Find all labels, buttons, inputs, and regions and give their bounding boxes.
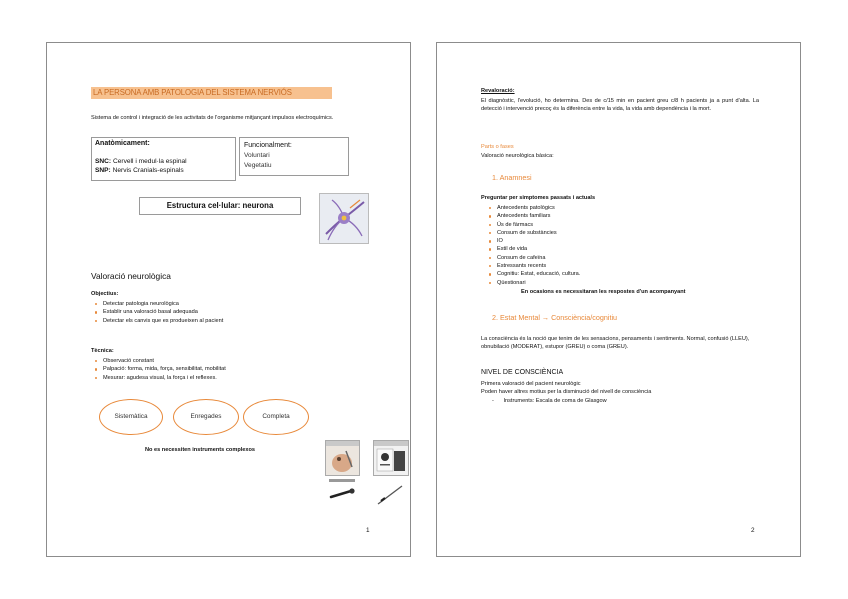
list-item: Mesurar: agudesa visual, la força i el reflexes. [91, 374, 226, 382]
nivell-line-2: Poden haver altres motius per la disminució del nivell de consciència [481, 389, 652, 395]
revaloracio-label: Revaloració: [481, 88, 515, 94]
eye-exam-photo [325, 440, 360, 476]
functional-label: Funcionalment: [244, 142, 292, 149]
instruments-line [492, 398, 607, 406]
objectius-list [91, 300, 223, 325]
parts-label: Parts o fases [481, 144, 514, 150]
revaloracio-text: El diagnòstic, l'evolució, ho determina. Des de c/15 min en pacient greu c/8 h pacients ja a punt d'alta. La detecció i intervenció precoç és la diferència entre la vida, la vida amb dependència i la mort. [481, 98, 759, 112]
structure-label: Estructura cel·lular: neurona [166, 201, 274, 210]
snp-value: Nervis Cranials-espinals [112, 167, 184, 174]
list-item: Establir una valoració basal adequada [91, 308, 223, 316]
page-number: 1 [366, 527, 370, 534]
estat-mental-heading: 2. Estat Mental → Consciència/cognitiu [492, 313, 618, 322]
list-item: Antecedents patològics [485, 204, 580, 212]
valoracio-basica: Valoració neurològica bàsica: [481, 153, 554, 159]
list-item: Qüestionari [485, 279, 580, 287]
list-item: Ús de fàrmacs [485, 221, 580, 229]
list-item: Estressants recents [485, 262, 580, 270]
preguntar-line: Preguntar per simptomes passats i actuals [481, 195, 596, 201]
anatomic-box [91, 137, 236, 181]
anamnesi-heading: 1. Anamnesi [492, 173, 532, 182]
objectius-label: Objectius: [91, 291, 119, 297]
list-item: Detectar els canvis que es produeixen al pacient [91, 317, 223, 325]
snc-key: SNC: [95, 158, 112, 165]
neuron-image [319, 193, 369, 244]
anatomic-label: Anatòmicament: [95, 140, 150, 147]
functional-item: Voluntari [244, 152, 270, 159]
pin-tool-image [375, 483, 405, 507]
list-item: Antecedents familiars [485, 212, 580, 220]
snc-line [95, 158, 187, 165]
photo-caption-bar [329, 479, 355, 482]
document-page-1 [46, 42, 411, 557]
footer-note: No es necessiten instruments complexos [145, 447, 256, 453]
functional-item: Vegetatiu [244, 162, 272, 169]
anamnesi-list [485, 204, 580, 287]
list-item: Consum de cafeïna [485, 254, 580, 262]
oval-sistematica: Sistemàtica [99, 399, 163, 435]
valoracio-heading: Valoració neurològica [91, 271, 171, 281]
instruments-dash: - [492, 398, 494, 404]
page-number: 2 [751, 527, 755, 534]
instruments-text: Instruments: Escala de coma de Glasgow [503, 398, 607, 404]
list-item: Cognitiu: Estat, educació, cultura. [485, 270, 580, 278]
page-title: LA PERSONA AMB PATOLOGIA DEL SISTEMA NERVIÓS [93, 88, 292, 97]
snp-key: SNP: [95, 167, 111, 174]
consciencia-text: La consciència és la noció que tenim de les sensacions, pensaments i sentiments. Normal, confusió (LLEU), obnubilació (MODERAT), estupor (GREU) o coma (GREU). [481, 336, 750, 350]
list-item: Detectar patologia neurològica [91, 300, 223, 308]
nivell-heading: NIVEL DE CONSCIÈNCIA [481, 369, 564, 376]
snp-line [95, 167, 184, 174]
list-item: Consum de substàncies [485, 229, 580, 237]
questionari-note: En ocasions es necessitaran les respostes d'un acompanyant [521, 289, 686, 295]
snc-value: Cervell i medul·la espinal [112, 158, 187, 165]
intro-paragraph: Sistema de control i integració de les activitats de l'organisme mitjançant impulsos electroquímics. [91, 115, 334, 121]
tecnica-label: Tècnica: [91, 348, 114, 354]
list-item: Palpació: forma, mida, força, sensibilitat, mobilitat [91, 365, 226, 373]
functional-box [239, 137, 349, 176]
list-item: Estil de vida [485, 245, 580, 253]
list-item: Observació constant [91, 357, 226, 365]
reflex-hammer-image [329, 485, 357, 501]
vision-chart-photo [373, 440, 409, 476]
tecnica-list [91, 357, 226, 382]
list-item: IO [485, 237, 580, 245]
document-page-2 [436, 42, 801, 557]
nivell-line-1: Primera valoració del pacient neurològic [481, 381, 581, 387]
structure-box [139, 197, 301, 215]
oval-completa: Completa [243, 399, 309, 435]
oval-enregades: Enregades [173, 399, 239, 435]
